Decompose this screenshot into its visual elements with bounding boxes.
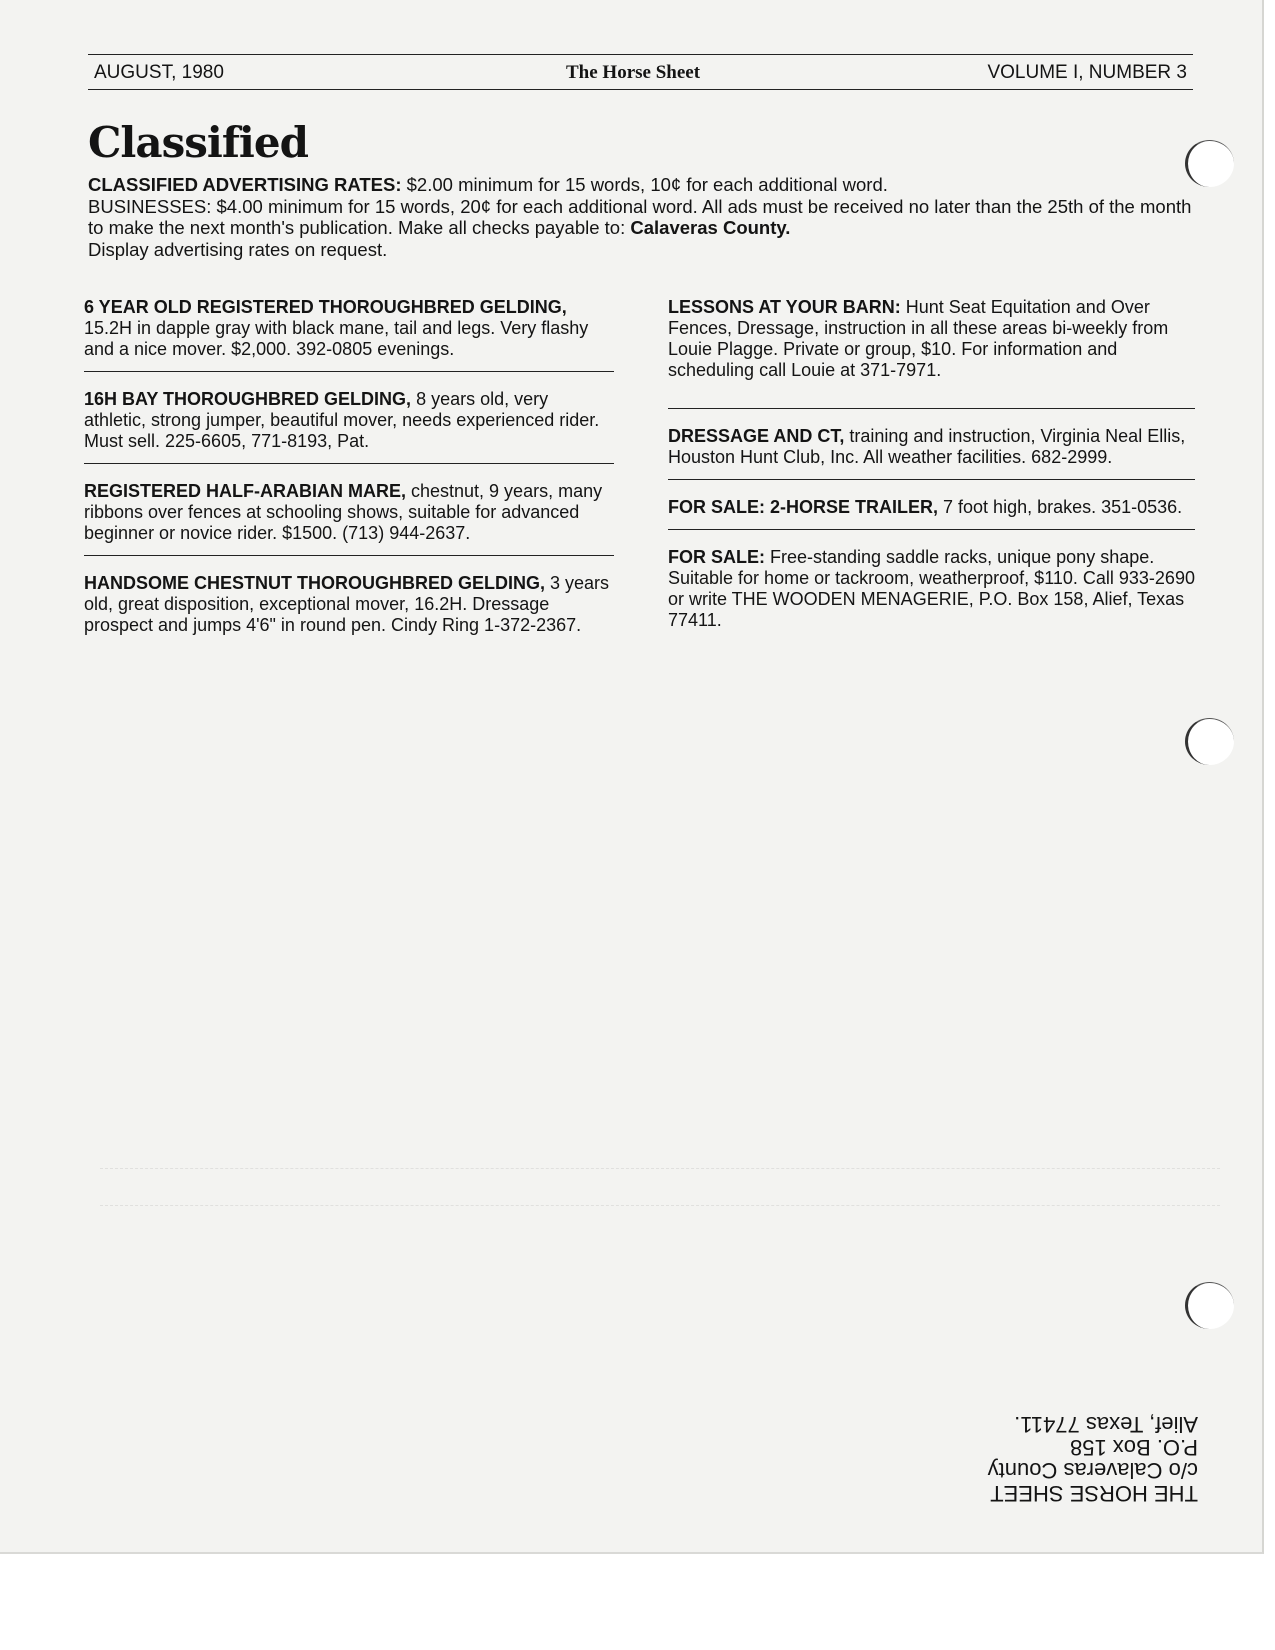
ad-body: chestnut, 9 years, many ribbons over fences at schooling shows, suitable for advanced beginner or novice rider. $1500. (713) 944-2637. (84, 481, 603, 543)
binder-hole (1185, 1282, 1234, 1329)
classified-ad (84, 481, 614, 555)
publication-title: The Horse Sheet (566, 62, 701, 83)
mailer-line: Alief, Texas 77411. (1014, 1412, 1198, 1437)
divider (84, 371, 614, 372)
mailer-line: c/o Calaveras County (987, 1458, 1198, 1483)
ad-body: Hunt Seat Equitation and Over Fences, Dressage, instruction in all these areas bi-weekly from Louie Plagge. Private or group, $10. For information and scheduling call Louie at 371-7971. (668, 297, 1169, 380)
bleed-through-line (100, 1205, 1220, 1206)
classified-ad (668, 497, 1195, 529)
ad-body: training and instruction, Virginia Neal Ellis, Houston Hunt Club, Inc. All weather facilities. 682-2999. (668, 426, 1186, 467)
page-header (88, 54, 1193, 90)
issue-date: AUGUST, 1980 (94, 62, 224, 83)
ad-heading: 16H BAY THOROUGHBRED GELDING, (84, 389, 412, 409)
rates-text: $2.00 minimum for 15 words, 10¢ for each additional word. (401, 174, 888, 195)
ads-column-right (668, 297, 1195, 642)
bleed-through-line (100, 1168, 1220, 1169)
ads-column-left (84, 297, 614, 647)
classified-ad (668, 297, 1195, 392)
advertising-rates (88, 174, 1196, 260)
classified-ad (84, 297, 614, 371)
section-title: Classified (88, 118, 308, 167)
divider (668, 529, 1195, 530)
divider (84, 555, 614, 556)
divider (668, 408, 1195, 409)
ad-heading: FOR SALE: 2-HORSE TRAILER, (668, 497, 939, 517)
ad-heading: LESSONS AT YOUR BARN: (668, 297, 901, 317)
rates-label: CLASSIFIED ADVERTISING RATES: (88, 174, 402, 195)
binder-hole (1185, 140, 1234, 187)
classified-ad (668, 547, 1195, 642)
ad-heading: 6 YEAR OLD REGISTERED THOROUGHBRED GELDING, (84, 297, 567, 317)
volume-number: VOLUME I, NUMBER 3 (987, 62, 1187, 83)
divider (84, 463, 614, 464)
mailer-line: P.O. Box 158 (1069, 1435, 1198, 1460)
ad-body: 15.2H in dapple gray with black mane, tail and legs. Very flashy and a nice mover. $2,000. 392-0805 evenings. (84, 318, 589, 359)
ad-heading: DRESSAGE AND CT, (668, 426, 845, 446)
mailing-address (978, 1413, 1198, 1505)
binder-hole (1185, 718, 1234, 765)
ad-heading: HANDSOME CHESTNUT THOROUGHBRED GELDING, (84, 573, 546, 593)
ad-body: 3 years old, great disposition, exceptional mover, 16.2H. Dressage prospect and jumps 4'6" in round pen. Cindy Ring 1-372-2367. (84, 573, 610, 635)
payee-name: Calaveras County. (630, 217, 791, 238)
ad-body: 8 years old, very athletic, strong jumper, beautiful mover, needs experienced rider. Must sell. 225-6605, 771-8193, Pat. (84, 389, 600, 451)
ad-heading: FOR SALE: (668, 547, 765, 567)
mailer-line: THE HORSE SHEET (990, 1481, 1198, 1506)
display-rates-text: Display advertising rates on request. (88, 238, 388, 260)
classified-ad (84, 389, 614, 463)
classified-ad (84, 573, 614, 647)
classified-ad (668, 426, 1195, 479)
ad-body: Free-standing saddle racks, unique pony shape. Suitable for home or tackroom, weatherproof, $110. Call 933-2690 or write THE WOODEN MENAGERIE, P.O. Box 158, Alief, Texas 77411. (668, 547, 1195, 630)
ad-body: 7 foot high, brakes. 351-0536. (938, 497, 1183, 517)
divider (668, 479, 1195, 480)
ad-heading: REGISTERED HALF-ARABIAN MARE, (84, 481, 406, 501)
business-rates-text: BUSINESSES: $4.00 minimum for 15 words, 20¢ for each additional word. All ads must be received no later than the 25th of the month to make the next month's publication. Make all checks payable to: (88, 195, 1192, 238)
